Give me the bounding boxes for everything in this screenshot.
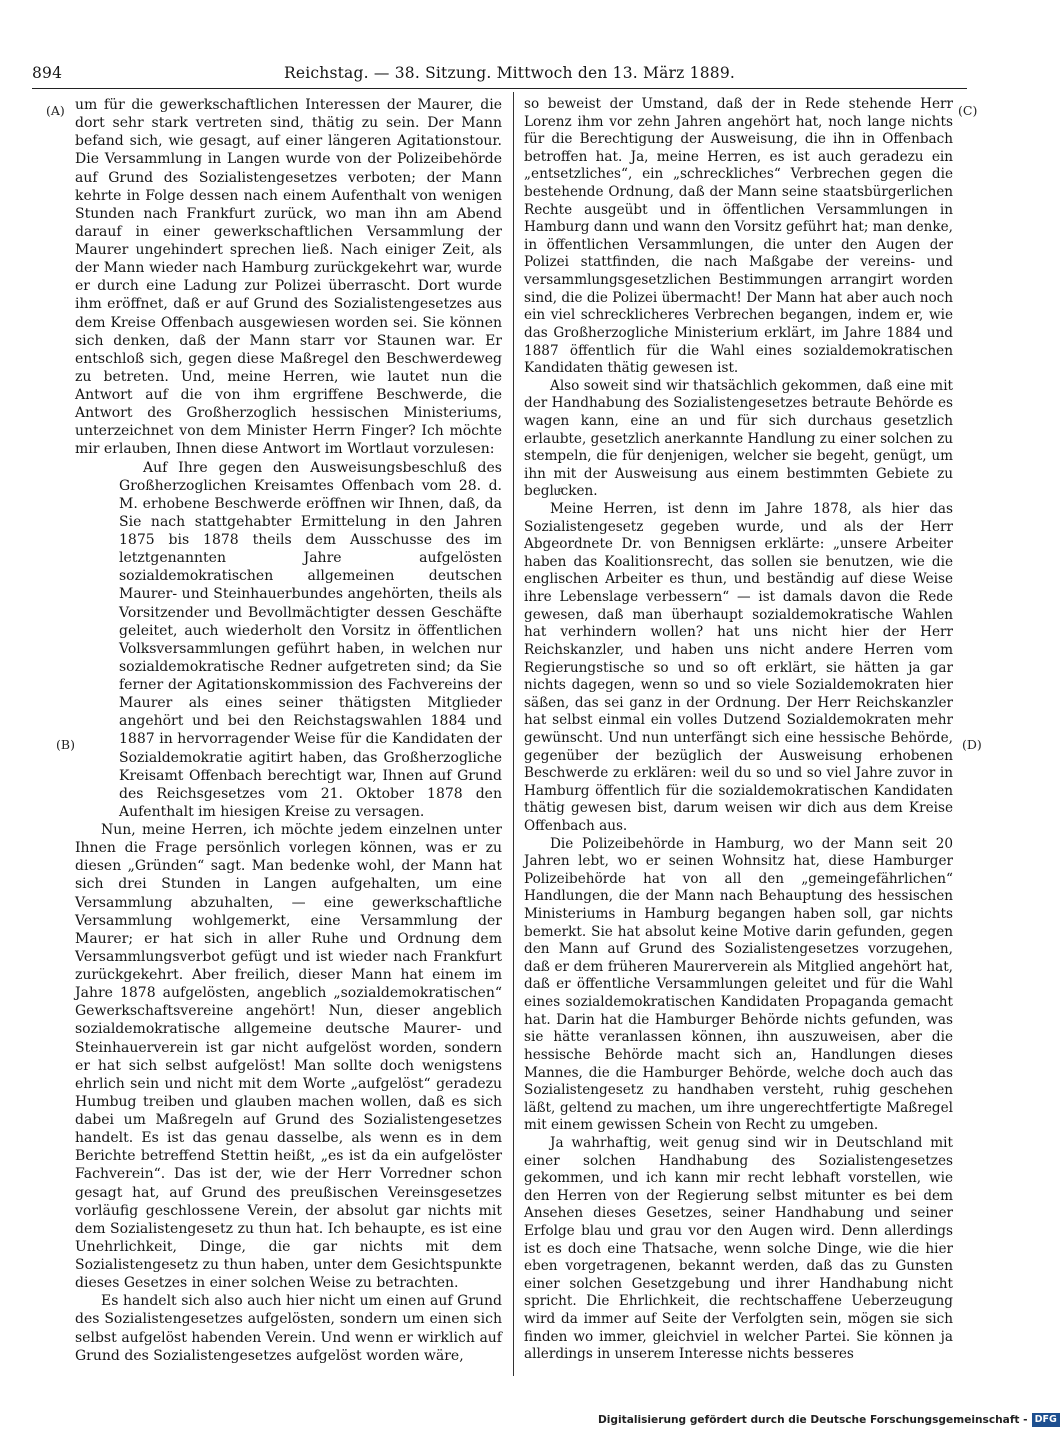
- page-number: 894: [32, 64, 63, 82]
- running-header: [32, 62, 967, 86]
- paragraph: Nun, meine Herren, ich möchte jedem einzelnen unter Ihnen die Frage persönlich vorlegen können, was er zu diesen „Gründen“ sagt. Man bedenke wohl, der Mann hat sich drei Stunden in Langen aufgehalten, um eine Versammlung abzuhalten, — eine gewerkschaftliche Versammlung wohlgemerkt, eine Versammlung der Maurer; er hat sich in aller Ruhe und Ordnung dem Versammlungsverbot gefügt und ist wieder nach Frankfurt zurückgekehrt. Aber freilich, dieser Mann hat einem im Jahre 1878 aufgelösten, angeblich „sozialdemokratischen“ Gewerkschaftsvereine angehört! Nun, dieser angeblich sozialdemokratische allgemeine deutsche Maurer- und Steinhauerverein ist gar nicht aufgelöst worden, sondern er hat sich selbst aufgelöst! Man sollte doch wenigstens ehrlich sein und nicht mit dem Worte „aufgelöst“ geradezu Humbug treiben und glauben machen wollen, daß es sich dabei um Maßregeln auf Grund des Sozialistengesetzes handelt. Es ist das genau dasselbe, als wenn es in dem Berichte betreffend Stettin heißt, „es ist da ein aufgelöster Fachverein“. Das ist der, wie der Herr Vorredner schon gesagt hat, auf Grund des preußischen Vereinsgesetzes vorläufig geschlossene Verein, der absolut gar nichts mit dem Sozialistengesetz zu thun hat. Ich behaupte, es ist eine Unehrlichkeit, Dinge, die gar nichts mit dem Sozialistengesetz zu thun haben, unter dem Gesichtspunkte dieses Gesetzes in einer solchen Weise zu betrachten.: [75, 822, 502, 1292]
- paragraph: so beweist der Umstand, daß der in Rede stehende Herr Lorenz ihm vor zehn Jahren angehört hat, noch lange nichts für die Berechtigung der Ausweisung, die ihn in Offenbach betroffen hat. Ja, meine Herren, es ist auch geradezu ein „entsetzliches“, ein „schreckliches“ Verbrechen gegen die bestehende Ordnung, daß der Mann seine staatsbürgerlichen Rechte ausgeübt und in öffentlichen Versammlungen in Hamburg dann und wann den Vorsitz geführt hat; man denke, in öffentlichen Versammlungen, die unter den Augen der Polizei stattfinden, die nach Maßgabe der vereins- und versammlungsgesetzlichen Bestimmungen arrangirt worden sind, die die Polizei übermacht! Der Mann hat aber auch noch ein viel schrecklicheres Verbrechen begangen, indem er, wie das Großherzogliche Ministerium erklärt, im Jahre 1884 und 1887 öffentlich für die Wahl eines sozialdemokratischen Kandidaten thätig gewesen ist.: [524, 96, 953, 377]
- dfg-logo: DFG: [1032, 1413, 1060, 1427]
- column-divider: [513, 92, 514, 1376]
- margin-marker-b: (B): [56, 737, 75, 752]
- header-rule: [32, 88, 967, 89]
- right-column: [524, 96, 953, 1364]
- paragraph: Meine Herren, ist denn im Jahre 1878, als hier das Sozialistengesetz gegeben wurde, und als der Herr Abgeordnete Dr. von Bennigsen erklärte: „unsere Arbeiter haben das Koalitionsrecht, das sollen sie benutzen, wie die englischen Arbeiter es thun, und beständig auf diese Weise ihre Lebenslage verbessern“ — ist damals davon die Rede gewesen, daß man überhaupt sozialdemokratische Wahlen hat verhindern wollen? hat uns nicht hier der Herr Reichskanzler, und haben uns nicht andere Herren vom Regierungstische so und so oft erklärt, sie hätten ja gar nichts dagegen, wenn so und so viele Sozialdemokraten hier säßen, das sei ganz in der Ordnung. Der Herr Reichskanzler hat selbst einmal ein volles Dutzend Sozialdemokraten mehr gewünscht. Und nun unterfängt sich eine hessische Behörde, gegenüber der bezüglich der Ausweisung erhobenen Beschwerde zu erklären: weil du so und so viel Jahre zuvor in Hamburg öffentlich für die sozialdemokratischen Kandidaten thätig gewesen bist, darum weisen wir dich aus dem Kreise Offenbach aus.: [524, 501, 953, 834]
- paragraph: Die Polizeibehörde in Hamburg, wo der Mann seit 20 Jahren lebt, wo er seinen Wohnsitz hat, diese Hamburger Polizeibehörde hat von all den „gemeingefährlichen“ Handlungen, die der Mann nach Behauptung des hessischen Ministeriums in Hamburg begangen haben soll, gar nichts bemerkt. Sie hat absolut keine Motive darin gefunden, gegen den Mann auf Grund des Sozialistengesetzes vorzugehen, daß er dem früheren Maurerverein als Mitglied angehört hat, daß er öffentliche Versammlungen geleitet und für die Wahl eines sozialdemokratischen Kandidaten Propaganda gemacht hat. Darin hat die Hamburger Behörde nichts gefunden, was sie hätte veranlassen können, ihn auszuweisen, aber die hessische Behörde macht sich an, Handlungen dieses Mannes, die die Hamburger Behörde, welche doch auch das Sozialistengesetz zu handhaben versteht, ruhig geschehen läßt, geltend zu machen, um ihre ungerechtfertigte Maßregel mit einem gewissen Schein von Recht zu umgeben.: [524, 835, 953, 1134]
- paragraph: Also soweit sind wir thatsächlich gekommen, daß eine mit der Handhabung des Sozialistengesetzes betraute Behörde es wagen kann, eine an und für sich durchaus gesetzlich erlaubte, gesetzlich anerkannte Handlung zu einer solchen zu stempeln, die für denjenigen, welcher sie begeht, genügt, um ihn mit der Ausweisung aus einem bestimmten Gebiete zu begluͤcken.: [524, 377, 953, 500]
- digitization-credit: [598, 1413, 1060, 1429]
- block-quote: Auf Ihre gegen den Ausweisungsbeschluß des Großherzoglichen Kreisamtes Offenbach vom 28. d. M. erhobene Beschwerde eröffnen wir Ihnen, daß, da Sie nach stattgehabter Ermittelung in den Jahren 1875 bis 1878 theils dem Ausschusse des im letztgenannten Jahre aufgelösten sozialdemokratischen allgemeinen deutschen Maurer- und Steinhauerbundes angehörten, theils als Vorsitzender und Bevollmächtigter dessen Geschäfte geleitet, auch wiederholt den Vorsitz in öffentlichen Volksversammlungen geführt haben, in welchen nur sozialdemokratische Redner aufgetreten sind; da Sie ferner der Agitationskommission des Fachvereins der Maurer als eines seiner thätigsten Mitglieder angehört und bei den Reichstagswahlen 1884 und 1887 in hervorragender Weise für die Kandidaten der Sozialdemokratie agitirt haben, das Großherzogliche Kreisamt Offenbach berechtigt war, Ihnen auf Grund des Reichsgesetzes vom 21. Oktober 1878 den Aufenthalt im hiesigen Kreise zu versagen.: [119, 459, 502, 820]
- margin-marker-d: (D): [962, 737, 982, 752]
- page-title: Reichstag. — 38. Sitzung. Mittwoch den 13. März 1889.: [284, 64, 736, 82]
- paragraph: Es handelt sich also auch hier nicht um einen auf Grund des Sozialistengesetzes aufgelösten, sondern um einen sich selbst aufgelöst habenden Verein. Und wenn er wirklich auf Grund des Sozialistengesetzes aufgelöst worden wäre,: [75, 1293, 502, 1364]
- left-column: [75, 96, 502, 1365]
- margin-marker-a: (A): [46, 103, 65, 118]
- paragraph: um für die gewerkschaftlichen Interessen der Maurer, die dort sehr stark vertreten sind, thätig zu sein. Der Mann befand sich, wie gesagt, auf einer längeren Agitationstour. Die Versammlung in Langen wurde von der Polizeibehörde auf Grund des Sozialistengesetzes verboten; der Mann kehrte in Folge dessen nach einem Aufenthalt von wenigen Stunden nach Frankfurt zurück, wo man ihn am Abend darauf in einer gewerkschaftlichen Versammlung der Maurer ungehindert sprechen ließ. Nach einiger Zeit, als der Mann wieder nach Hamburg zurückgekehrt war, wurde er durch eine Ladung zur Polizei überrascht. Dort wurde ihm eröffnet, daß er auf Grund des Sozialistengesetzes aus dem Kreise Offenbach ausgewiesen worden sei. Sie können sich denken, daß der Mann starr vor Staunen war. Er entschloß sich, gegen diese Maßregel den Beschwerdeweg zu betreten. Und, meine Herren, wie lautet nun die Antwort auf die von ihm ergriffene Beschwerde, die Antwort des Großherzoglich hessischen Ministeriums, unterzeichnet von dem Minister Herrn Finger? Ich möchte mir erlauben, Ihnen diese Antwort im Wortlaut vorzulesen:: [75, 97, 502, 458]
- credit-text: Digitalisierung gefördert durch die Deutsche Forschungsgemeinschaft -: [598, 1414, 1028, 1426]
- paragraph: Ja wahrhaftig, weit genug sind wir in Deutschland mit einer solchen Handhabung des Sozialistengesetzes gekommen, und ich kann mir recht lebhaft vorstellen, wie den Herren von der Regierung selbst mitunter es bei dem Ansehen dieses Gesetzes, seiner Handhabung und seiner Erfolge blau und grau vor den Augen wird. Denn allerdings ist es doch eine Thatsache, wenn solche Dinge, wie die hier eben vorgetragenen, bekannt werden, daß das zu Gunsten einer solchen Gesetzgebung und ihrer Handhabung nicht spricht. Die Ehrlichkeit, die rechtschaffene Ueberzeugung wird da immer auf Seite der Verfolgten sein, mögen sie sich finden wo immer, gleichviel in welcher Partei. Sie können ja allerdings in unserem Interesse nichts besseres: [524, 1134, 953, 1363]
- margin-marker-c: (C): [958, 103, 978, 118]
